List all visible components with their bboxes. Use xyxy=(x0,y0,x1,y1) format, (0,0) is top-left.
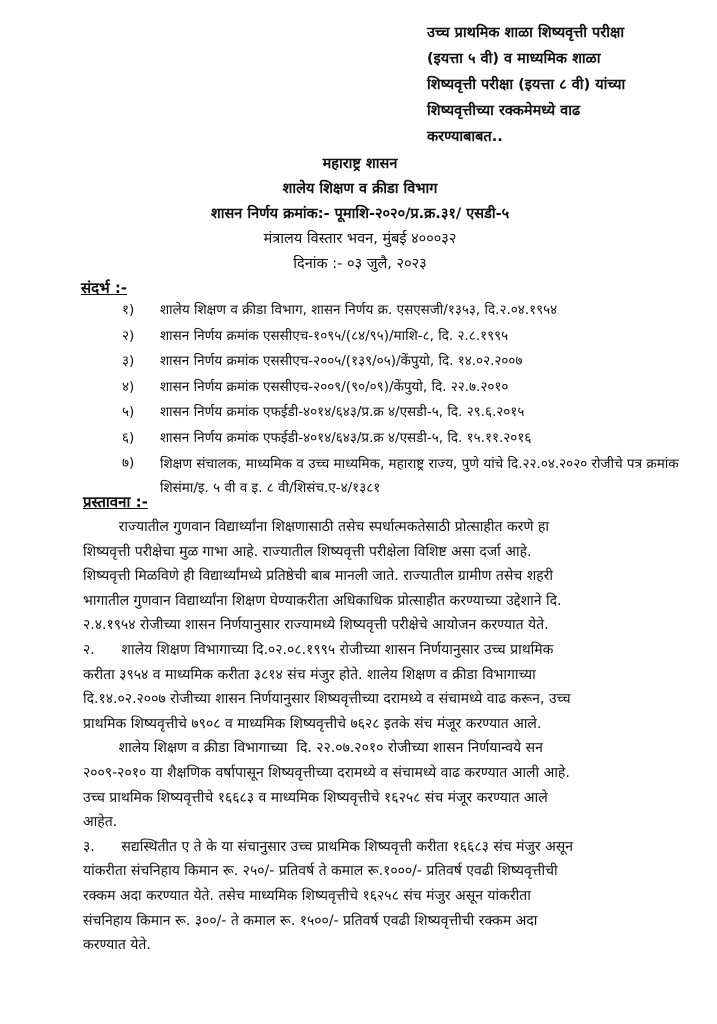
body-line: भागातील गुणवान विद्यार्थ्यांना शिक्षण घेण्याकरीता अधिकाधिक प्रोत्साहीत करण्याच्या उद्देशाने दि. xyxy=(83,592,562,609)
reference-text: शासन निर्णय क्रमांक एफईडी-४०१४/६४३/प्र.क्र ४/एसडी-५, दि. २९.६.२०१५ xyxy=(160,404,525,420)
body-line: शालेय शिक्षण व क्रीडा विभागाच्या दि. २२.०७.२०१० रोजीच्या शासन निर्णयान्वये सन xyxy=(83,740,543,757)
reference-number: १) xyxy=(122,302,135,318)
letterhead xyxy=(120,152,600,277)
body-line: उच्च प्राथमिक शिष्यवृत्तीचे १६६८३ व माध्यमिक शिष्यवृत्तीचे १६२५८ संच मंजूर करण्यात आले xyxy=(83,789,548,806)
subject-line: शिष्यवृत्ती परीक्षा (इयत्ता ८ वी) यांच्या xyxy=(427,77,626,93)
department-name: शालेय शिक्षण व क्रीडा विभाग xyxy=(282,181,438,197)
reference-item xyxy=(122,451,682,501)
body-line: २.४.१९५४ रोजीच्या शासन निर्णयानुसार राज्यामध्ये शिष्यवृत्ती परीक्षेचे आयोजन करण्यात येते. xyxy=(83,617,549,634)
references-heading: संदर्भ :- xyxy=(81,279,128,297)
body-line: यांकरीता संचनिहाय किमान रू. २५०/- प्रतिवर्ष ते कमाल रू.१०००/- प्रतिवर्ष एवढी शिष्यवृत्तीची xyxy=(83,863,558,880)
preamble-heading: प्रस्तावना :- xyxy=(83,493,148,511)
reference-text: शालेय शिक्षण व क्रीडा विभाग, शासन निर्णय क्र. एसएसजी/१३५३, दि.२.०४.१९५४ xyxy=(160,302,558,318)
reference-text: शासन निर्णय क्रमांक एससीएच-२००९/(९०/०९)/केंपुयो, दि. २२.७.२०१० xyxy=(160,378,509,395)
body-line: शिष्यवृत्ती परीक्षेचा मुळ गाभा आहे. राज्यातील शिष्यवृत्ती परीक्षेला विशिष्ट असा दर्जा आहे. xyxy=(83,543,532,560)
document-date: दिनांक :- ०३ जुलै, २०२३ xyxy=(293,256,427,272)
subject-block xyxy=(427,20,677,150)
government-name: महाराष्ट्र शासन xyxy=(322,156,398,172)
reference-number: ३) xyxy=(122,353,135,369)
gr-number: शासन निर्णय क्रमांक:- पूमाशि-२०२०/प्र.क्र.३१/ एसडी-५ xyxy=(210,206,510,222)
reference-item xyxy=(122,298,682,324)
subject-line: उच्च प्राथमिक शाळा शिष्यवृत्ती परीक्षा xyxy=(427,25,625,41)
subject-line: शिष्यवृत्तीच्या रक्कमेमध्ये वाढ xyxy=(427,103,581,119)
body-line: २००९-२०१० या शैक्षणिक वर्षापासून शिष्यवृत्तीच्या दरामध्ये व संचामध्ये वाढ करण्यात आली आहे. xyxy=(83,764,570,781)
body-line: प्राथमिक शिष्यवृत्तीचे ७९०८ व माध्यमिक शिष्यवृत्तीचे ७६२८ इतके संच मंजूर करण्यात आले. xyxy=(83,715,542,732)
reference-text: शासन निर्णय क्रमांक एससीएच-२००५/(१३९/०५)/केंपुयो, दि. १४.०२.२००७ xyxy=(160,353,523,369)
subject-line: करण्याबाबत.. xyxy=(427,129,503,145)
reference-item xyxy=(122,324,682,350)
reference-item xyxy=(122,375,682,401)
reference-item xyxy=(122,349,682,375)
reference-text: शासन निर्णय क्रमांक एससीएच-१०९५/(८४/९५)/माशि-८, दि. २.८.१९९५ xyxy=(160,327,509,344)
reference-item xyxy=(122,400,682,426)
body-line: ३. सद्यस्थितीत ए ते के या संचानुसार उच्च प्राथमिक शिष्यवृत्ती करीता १६६८३ संच मंजुर असून xyxy=(83,838,574,855)
reference-text: शासन निर्णय क्रमांक एफईडी-४०१४/६४३/प्र.क्र ४/एसडी-५, दि. १५.११.२०१६ xyxy=(160,429,532,446)
reference-number: २) xyxy=(122,327,135,344)
reference-text: शिक्षण संचालक, माध्यमिक व उच्च माध्यमिक, महाराष्ट्र राज्य, पुणे यांचे दि.२२.०४.२०२० रोजीचे पत्र क्रमांक शिसंमा/इ. ५ वी व इ. ८ वी/शिसंच.ए-४/१३८१ xyxy=(160,456,679,496)
body-line: शिष्यवृत्ती मिळविणे ही विद्यार्थ्यांमध्ये प्रतिष्ठेची बाब मानली जाते. राज्यातील ग्रामीण तसेच शहरी xyxy=(83,568,554,585)
body-line: करण्यात येते. xyxy=(83,937,151,954)
reference-number: ६) xyxy=(122,429,135,446)
body-line: दि.१४.०२.२००७ रोजीच्या शासन निर्णयानुसार शिष्यवृत्तीच्या दरामध्ये व संचामध्ये वाढ करून, उच्च xyxy=(83,691,571,708)
body-line: रक्कम अदा करण्यात येते. तसेच माध्यमिक शिष्यवृत्तीचे १६२५८ संच मंजुर असून यांकरीता xyxy=(83,887,531,904)
reference-number: ४) xyxy=(122,378,135,395)
office-address: मंत्रालय विस्तार भवन, मुंबई ४०००३२ xyxy=(263,231,457,247)
reference-number: ७) xyxy=(122,455,135,471)
body-line: आहेत. xyxy=(83,814,118,831)
reference-number: ५) xyxy=(122,404,135,420)
body-line: राज्यातील गुणवान विद्यार्थ्यांना शिक्षणासाठी तसेच स्पर्धात्मकतेसाठी प्रोत्साहीत करणे हा xyxy=(83,519,550,535)
reference-item xyxy=(122,426,682,452)
body-line: करीता ३९५४ व माध्यमिक करीता ३८१४ संच मंजुर होते. शालेय शिक्षण व क्रीडा विभागाच्या xyxy=(83,666,536,683)
references-list xyxy=(122,298,682,501)
preamble-body xyxy=(83,515,658,958)
body-line: संचनिहाय किमान रू. ३००/- ते कमाल रू. १५००/- प्रतिवर्ष एवढी शिष्यवृत्तीची रक्कम अदा xyxy=(83,912,538,929)
subject-line: (इयत्ता ५ वी) व माध्यमिक शाळा xyxy=(427,51,601,67)
body-line: २. शालेय शिक्षण विभागाच्या दि.०२.०८.१९९५ रोजीच्या शासन निर्णयानुसार उच्च प्राथमिक xyxy=(83,641,554,658)
